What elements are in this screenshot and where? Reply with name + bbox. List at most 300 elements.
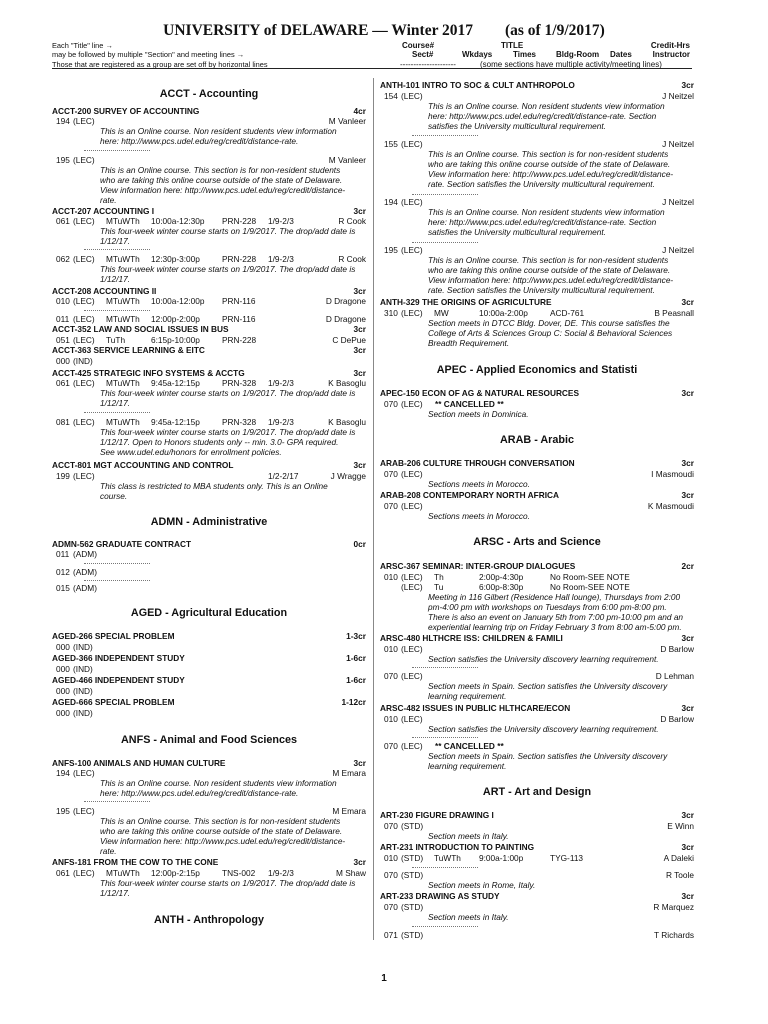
section-sec-number: 195: [56, 155, 70, 165]
section-instructor: B Peasnall: [654, 308, 694, 318]
section-bldg-room: PRN-228: [222, 335, 257, 345]
section-line: [380, 930, 694, 940]
section-instructor: D Dragone: [325, 314, 366, 324]
course-title: ADMN-562 GRADUATE CONTRACT: [52, 539, 192, 549]
dept-heading: ARSC - Arts and Science: [473, 536, 601, 548]
section-instructor: D Dragone: [325, 296, 366, 306]
section-activity: (IND): [73, 664, 93, 674]
legend-line: may be followed by multiple "Section" and meeting lines →: [52, 50, 245, 60]
section-weekdays: TuWTh: [434, 853, 461, 863]
section-note: [380, 831, 742, 841]
section-sec-number: 070: [384, 870, 398, 880]
section-instructor: M Emara: [332, 806, 366, 816]
page-title: UNIVERSITY of DELAWARE — Winter 2017: [163, 22, 474, 39]
course-credits: 2cr: [681, 561, 694, 571]
course-title: ARAB-206 CULTURE THROUGH CONVERSATION: [380, 458, 575, 468]
course-title-line: [380, 490, 694, 501]
section-note: [380, 479, 742, 489]
section-activity: (LEC): [401, 469, 423, 479]
section-note: [52, 427, 414, 457]
note-line: rate.: [100, 846, 117, 856]
section-line: [380, 853, 694, 863]
legend-times: Times: [513, 50, 536, 60]
section-instructor: J Neitzel: [662, 197, 694, 207]
section-dates: 1/9-2/3: [268, 378, 294, 388]
course-credits: 3cr: [353, 286, 366, 296]
course-title-line: [380, 80, 694, 91]
dept-heading: ANTH - Anthropology: [154, 914, 264, 926]
section-activity: (LEC): [73, 254, 95, 264]
section-instructor: K Masmoudi: [647, 501, 694, 511]
section-weekdays: MTuWTh: [106, 378, 140, 388]
course-title-line: [52, 460, 366, 471]
section-activity: (LEC): [401, 671, 423, 681]
page-number: 1: [381, 973, 387, 984]
course-title: ACCT-801 MGT ACCOUNTING AND CONTROL: [52, 460, 234, 470]
section-line: [380, 714, 694, 724]
section-sec-number: 194: [56, 116, 70, 126]
section-line: [52, 471, 366, 481]
section-activity: (LEC): [73, 314, 95, 324]
course-title: ARSC-367 SEMINAR: INTER-GROUP DIALOGUES: [380, 561, 576, 571]
note-line: This is an Online course. Non resident students view information: [100, 126, 337, 136]
note-line: Section satisfies the University discovery learning requirement.: [428, 724, 659, 734]
course-credits: 3cr: [681, 297, 694, 307]
section-line: [380, 741, 694, 751]
legend-title: TITLE: [501, 41, 524, 50]
note-line: who are taking this online course outside of the state of Delaware.: [428, 265, 671, 275]
section-sec-number: 010: [384, 853, 398, 863]
section-line: [52, 335, 366, 345]
note-line: This is an Online course. Non resident students view information: [428, 101, 665, 111]
section-note: [380, 318, 742, 348]
note-line: This is an Online course. Non resident students view information: [100, 778, 337, 788]
legend-left: [52, 41, 268, 69]
note-line: 1/12/17.: [100, 274, 130, 284]
section-activity: (LEC): [73, 378, 95, 388]
course-credits: 3cr: [353, 758, 366, 768]
note-line: There is also an event on January 5th from 7:00 pm-10:00 pm and an: [428, 612, 684, 622]
section-times: 10:00a-12:30p: [151, 216, 205, 226]
section-times: 12:00p-2:00p: [151, 314, 200, 324]
course-title: ACCT-200 SURVEY OF ACCOUNTING: [52, 106, 200, 116]
group-separator: [412, 135, 478, 136]
section-line: [380, 469, 694, 479]
section-activity: (IND): [73, 686, 93, 696]
section-bldg-room: PRN-116: [222, 314, 256, 324]
section-sec-number: 070: [384, 902, 398, 912]
note-line: here: http://www.pcs.udel.edu/reg/credit/distance-rate. Section: [428, 111, 657, 121]
section-sec-number: 000: [56, 664, 70, 674]
section-line: [380, 902, 694, 912]
section-note: [52, 388, 414, 408]
cancelled-badge: ** CANCELLED **: [435, 741, 504, 751]
section-activity: (STD): [401, 930, 424, 940]
section-activity: (STD): [401, 902, 424, 912]
group-separator: [84, 801, 150, 802]
section-activity: (LEC): [401, 245, 423, 255]
note-line: Section meets in DTCC Bldg. Dover, DE. This course satisfies the: [428, 318, 670, 328]
section-activity: (STD): [401, 821, 424, 831]
section-sec-number: 011: [56, 314, 70, 324]
section-instructor: M Shaw: [336, 868, 366, 878]
section-sec-number: 081: [56, 417, 70, 427]
course-title-line: [380, 633, 694, 644]
course-credits: 3cr: [681, 810, 694, 820]
section-times: 10:00a-12:00p: [151, 296, 205, 306]
note-line: This four-week winter course starts on 1/9/2017. The drop/add date is: [100, 226, 356, 236]
section-line: [380, 501, 694, 511]
course-credits: 3cr: [353, 857, 366, 867]
legend-multi: (some sections have multiple activity/meeting lines): [480, 59, 662, 69]
note-line: 1/12/17. Open to Honors students only -- min. 3.0- GPA required.: [100, 437, 339, 447]
section-line: [52, 567, 366, 577]
section-sec-number: 154: [384, 91, 398, 101]
course-credits: 3cr: [681, 80, 694, 90]
section-weekdays: Th: [434, 572, 444, 582]
section-line: [52, 768, 366, 778]
section-line: [380, 245, 694, 255]
course-credits: 3cr: [353, 324, 366, 334]
section-note: [52, 126, 414, 146]
course-title-line: [52, 675, 366, 686]
note-line: Sections meets in Morocco.: [428, 511, 530, 521]
section-note: [380, 912, 742, 922]
section-sec-number: 070: [384, 741, 398, 751]
section-line: [52, 708, 366, 718]
section-line: [52, 583, 366, 593]
section-line: [380, 671, 694, 681]
section-times: 12:00p-2:15p: [151, 868, 200, 878]
course-title-line: [52, 697, 366, 708]
legend-bldg: Bldg-Room: [556, 50, 600, 60]
section-note: [52, 878, 414, 898]
course-title-line: [380, 458, 694, 469]
section-bldg-room: No Room-SEE NOTE: [550, 582, 630, 592]
section-sec-number: 051: [56, 335, 70, 345]
dept-heading: ARAB - Arabic: [500, 434, 574, 446]
section-activity: (LEC): [73, 806, 95, 816]
section-line: [380, 91, 694, 101]
note-line: This is an Online course. This section is for non-resident students: [100, 816, 341, 826]
group-separator: [84, 580, 150, 581]
section-instructor: J Wragge: [330, 471, 366, 481]
legend-dashes: ---------------------: [400, 59, 456, 69]
course-title: ARAB-208 CONTEMPORARY NORTH AFRICA: [380, 490, 560, 500]
section-activity: (STD): [401, 853, 424, 863]
section-note: [52, 778, 414, 798]
note-line: Sections meets in Morocco.: [428, 479, 530, 489]
course-credits: 3cr: [681, 703, 694, 713]
section-activity: (LEC): [401, 197, 423, 207]
course-credits: 3cr: [353, 460, 366, 470]
section-line: [380, 870, 694, 880]
note-line: College of Arts & Sciences Group C: Social & Behavioral Sciences: [428, 328, 673, 338]
section-note: [52, 816, 414, 856]
section-instructor: D Barlow: [660, 714, 694, 724]
section-sec-number: 061: [56, 378, 70, 388]
section-sec-number: 010: [384, 644, 398, 654]
legend-wkdays: Wkdays: [462, 50, 493, 60]
section-note: [52, 264, 414, 284]
note-line: View information here: http://www.pcs.udel.edu/reg/credit/distance-: [428, 169, 674, 179]
course-title: APEC-150 ECON OF AG & NATURAL RESOURCES: [380, 388, 579, 398]
section-line: [380, 139, 694, 149]
section-instructor: R Cook: [338, 216, 366, 226]
section-instructor: E Winn: [667, 821, 694, 831]
section-instructor: J Neitzel: [662, 139, 694, 149]
note-line: This four-week winter course starts on 1/9/2017. The drop/add date is: [100, 878, 356, 888]
section-weekdays: MW: [434, 308, 449, 318]
section-dates: 1/2-2/17: [268, 471, 299, 481]
section-sec-number: 070: [384, 399, 398, 409]
course-title: ART-230 FIGURE DRAWING I: [380, 810, 494, 820]
note-line: pm-4:00 pm with workshops on Tuesdays from 6:00 pm-8:00 pm.: [428, 602, 667, 612]
section-activity: (LEC): [401, 308, 423, 318]
note-line: satisfies the University multicultural requirement.: [428, 121, 606, 131]
section-line: [52, 216, 366, 226]
course-title: ACCT-207 ACCOUNTING I: [52, 206, 155, 216]
section-bldg-room: No Room-SEE NOTE: [550, 572, 630, 582]
legend-course: Course#: [402, 41, 435, 50]
course-title: ACCT-425 STRATEGIC INFO SYSTEMS & ACCTG: [52, 368, 245, 378]
header-divider: [52, 68, 692, 69]
section-line: [52, 549, 366, 559]
section-activity: (LEC): [401, 501, 423, 511]
course-title: AGED-266 SPECIAL PROBLEM: [52, 631, 175, 641]
note-line: 1/12/17.: [100, 236, 130, 246]
section-activity: (LEC): [73, 768, 95, 778]
section-sec-number: 195: [56, 806, 70, 816]
note-line: This is an Online course. This section is for non-resident students: [428, 149, 669, 159]
section-bldg-room: TYG-113: [550, 853, 584, 863]
section-note: [380, 101, 742, 131]
course-title: ACCT-208 ACCOUNTING II: [52, 286, 157, 296]
course-credits: 3cr: [681, 842, 694, 852]
section-sec-number: 010: [56, 296, 70, 306]
section-line: [380, 308, 694, 318]
section-bldg-room: PRN-328: [222, 378, 257, 388]
section-line: [380, 644, 694, 654]
course-title-line: [52, 324, 366, 335]
section-note: [380, 409, 742, 419]
group-separator: [412, 737, 478, 738]
section-activity: (LEC): [401, 572, 423, 582]
course-title: ART-233 DRAWING AS STUDY: [380, 891, 500, 901]
section-note: [52, 481, 414, 501]
section-weekdays: MTuWTh: [106, 314, 140, 324]
group-separator: [412, 867, 478, 868]
section-sec-number: 070: [384, 501, 398, 511]
section-times: 2:00p-4:30p: [479, 572, 524, 582]
note-line: This is an Online course. Non resident students view information: [428, 207, 665, 217]
note-line: who are taking this online course outside of the state of Delaware.: [100, 175, 343, 185]
section-sec-number: 000: [56, 356, 70, 366]
note-line: experiential learning trip on Friday February 3 from 8:00 am-5:00 pm.: [428, 622, 682, 632]
note-line: learning requirement.: [428, 761, 507, 771]
section-line: [380, 582, 694, 592]
course-title-line: [380, 703, 694, 714]
section-activity: (LEC): [401, 139, 423, 149]
section-dates: 1/9-2/3: [268, 868, 294, 878]
course-credits: 3cr: [681, 458, 694, 468]
note-line: Section meets in Spain. Section satisfies the University discovery: [428, 681, 668, 691]
group-separator: [84, 412, 150, 413]
course-title: ANFS-100 ANIMALS AND HUMAN CULTURE: [52, 758, 226, 768]
section-sec-number: 012: [56, 567, 70, 577]
course-credits: 3cr: [681, 633, 694, 643]
course-credits: 3cr: [681, 891, 694, 901]
course-title: AGED-466 INDEPENDENT STUDY: [52, 675, 185, 685]
dept-heading: ACCT - Accounting: [159, 88, 259, 100]
section-sec-number: 070: [384, 469, 398, 479]
course-credits: 1-3cr: [346, 631, 366, 641]
section-instructor: R Marquez: [653, 902, 694, 912]
section-bldg-room: PRN-228: [222, 254, 257, 264]
section-instructor: M Vanleer: [328, 116, 366, 126]
note-line: This four-week winter course starts on 1/9/2017. The drop/add date is: [100, 264, 356, 274]
section-instructor: C DePue: [332, 335, 366, 345]
dept-heading: ADMN - Administrative: [150, 516, 268, 528]
dept-heading: ANFS - Animal and Food Sciences: [121, 734, 297, 746]
section-sec-number: 194: [56, 768, 70, 778]
section-line: [52, 686, 366, 696]
note-line: learning requirement.: [428, 691, 507, 701]
section-weekdays: MTuWTh: [106, 254, 140, 264]
section-sec-number: 155: [384, 139, 398, 149]
section-bldg-room: PRN-116: [222, 296, 256, 306]
note-line: course.: [100, 491, 128, 501]
course-title-line: [380, 561, 694, 572]
section-times: 10:00a-2:00p: [479, 308, 528, 318]
page-header: [0, 22, 768, 40]
course-title: ANFS-181 FROM THE COW TO THE CONE: [52, 857, 219, 867]
note-line: Section meets in Rome, Italy.: [428, 880, 536, 890]
note-line: here: http://www.pcs.udel.edu/reg/credit/distance-rate. Section: [428, 217, 657, 227]
column-divider: [373, 78, 374, 940]
section-line: [52, 314, 366, 324]
course-title-line: [52, 653, 366, 664]
note-line: Section meets in Spain. Section satisfies the University discovery: [428, 751, 668, 761]
course-credits: 3cr: [353, 345, 366, 355]
section-note: [380, 724, 742, 734]
section-activity: (IND): [73, 642, 93, 652]
section-instructor: K Basoglu: [328, 417, 366, 427]
course-title-line: [380, 810, 694, 821]
section-instructor: I Masmoudi: [651, 469, 694, 479]
section-instructor: J Neitzel: [662, 91, 694, 101]
section-line: [52, 155, 366, 165]
section-sec-number: 000: [56, 642, 70, 652]
section-bldg-room: ACD-761: [550, 308, 585, 318]
section-sec-number: 195: [384, 245, 398, 255]
note-line: rate. Section satisfies the University multicultural requirement.: [428, 179, 655, 189]
section-weekdays: MTuWTh: [106, 296, 140, 306]
course-title-line: [380, 297, 694, 308]
course-title: ACCT-363 SERVICE LEARNING & EITC: [52, 345, 205, 355]
section-bldg-room: PRN-228: [222, 216, 257, 226]
section-weekdays: MTuWTh: [106, 216, 140, 226]
course-credits: 3cr: [353, 206, 366, 216]
cancelled-badge: ** CANCELLED **: [435, 399, 504, 409]
section-note: [52, 226, 414, 246]
note-line: Meeting in 116 Gilbert (Residence Hall lounge), Thursdays from 2:00: [428, 592, 681, 602]
section-activity: (IND): [73, 356, 93, 366]
course-title: ACCT-352 LAW AND SOCIAL ISSUES IN BUS: [52, 324, 229, 334]
section-activity: (LEC): [73, 216, 95, 226]
note-line: here: http://www.pcs.udel.edu/reg/credit/distance-rate.: [100, 788, 299, 798]
course-title-line: [380, 842, 694, 853]
course-title-line: [52, 345, 366, 356]
section-sec-number: 061: [56, 216, 70, 226]
section-note: [380, 511, 742, 521]
section-instructor: D Lehman: [655, 671, 694, 681]
section-sec-number: 071: [384, 930, 398, 940]
section-sec-number: 062: [56, 254, 70, 264]
note-line: This is an Online course. This section is for non-resident students: [428, 255, 669, 265]
section-times: 6:00p-8:30p: [479, 582, 524, 592]
note-line: who are taking this online course outside of the state of Delaware.: [428, 159, 671, 169]
section-times: 12:30p-3:00p: [151, 254, 200, 264]
section-activity: (LEC): [73, 296, 95, 306]
section-instructor: J Neitzel: [662, 245, 694, 255]
note-line: rate.: [100, 195, 117, 205]
section-line: [52, 806, 366, 816]
section-instructor: M Vanleer: [328, 155, 366, 165]
note-line: satisfies the University multicultural requirement.: [428, 227, 606, 237]
section-weekdays: MTuWTh: [106, 868, 140, 878]
dept-heading: APEC - Applied Economics and Statisti: [436, 364, 638, 376]
section-activity: (LEC): [401, 644, 423, 654]
section-sec-number: 070: [384, 821, 398, 831]
section-times: 6:15p-10:00p: [151, 335, 200, 345]
course-credits: 1-6cr: [346, 653, 366, 663]
section-note: [380, 681, 742, 701]
section-note: [380, 255, 742, 295]
section-activity: (LEC): [73, 471, 95, 481]
course-credits: 3cr: [353, 368, 366, 378]
course-title: AGED-366 INDEPENDENT STUDY: [52, 653, 185, 663]
note-line: See www.udel.edu/honors for enrollment policies.: [100, 447, 282, 457]
group-separator: [412, 667, 478, 668]
dept-heading: AGED - Agricultural Education: [130, 607, 288, 619]
section-line: [52, 868, 366, 878]
group-separator: [84, 249, 150, 250]
note-line: This four-week winter course starts on 1/9/2017. The drop/add date is: [100, 388, 356, 398]
section-activity: (LEC): [73, 116, 95, 126]
group-separator: [412, 926, 478, 927]
section-activity: (LEC): [401, 91, 423, 101]
section-line: [380, 197, 694, 207]
course-title: ARSC-480 HLTHCRE ISS: CHILDREN & FAMILI: [380, 633, 563, 643]
section-note: [52, 165, 414, 205]
section-note: [380, 654, 742, 664]
section-activity: (LEC): [73, 417, 95, 427]
section-instructor: M Emara: [332, 768, 366, 778]
course-title: ARSC-482 ISSUES IN PUBLIC HLTHCARE/ECON: [380, 703, 571, 713]
as-of-date: (as of 1/9/2017): [504, 22, 605, 39]
section-line: [52, 356, 366, 366]
group-separator: [84, 150, 150, 151]
note-line: This is an Online course. This section is for non-resident students: [100, 165, 341, 175]
note-line: who are taking this online course outside of the state of Delaware.: [100, 826, 343, 836]
section-line: [52, 417, 366, 427]
group-separator: [84, 310, 150, 311]
section-instructor: A Daleki: [663, 853, 694, 863]
note-line: rate. Section satisfies the University multicultural requirement.: [428, 285, 655, 295]
section-sec-number: 000: [56, 686, 70, 696]
course-credits: 1-6cr: [346, 675, 366, 685]
